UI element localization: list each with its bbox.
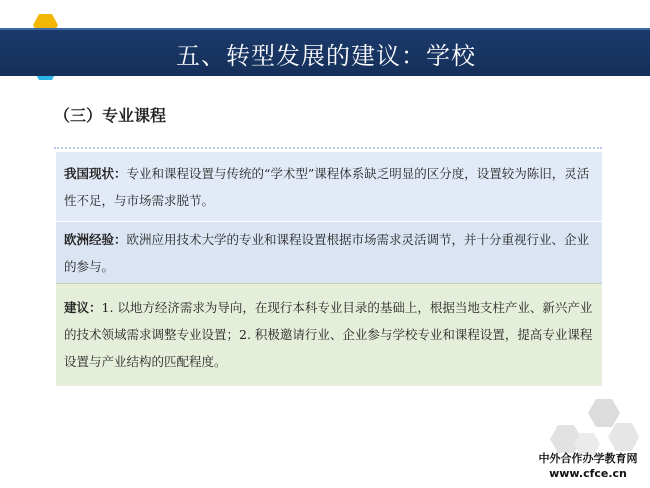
suggestion-label: 建议：	[64, 300, 102, 315]
suggestion-text: 1. 以地方经济需求为导向，在现行本科专业目录的基础上，根据当地支柱产业、新兴产业的技术领域需求调整专业设置；2. 积极邀请行业、企业参与学校专业和课程设置，提高专业课程设置与产业结构的匹配程度。	[64, 300, 593, 369]
watermark-site-name: 中外合作办学教育网	[538, 452, 638, 465]
current-situation-box	[56, 152, 602, 221]
europe-experience-text: 欧洲应用技术大学的专业和课程设置根据市场需求灵活调节，并十分重视行业、企业的参与。	[64, 232, 590, 274]
current-situation-label: 我国现状：	[64, 166, 127, 181]
divider	[54, 147, 602, 149]
section-heading: （三）专业课程	[54, 106, 167, 125]
slide-title: 五、转型发展的建议：学校	[176, 42, 476, 70]
watermark-brand	[533, 451, 643, 481]
suggestion-box	[56, 284, 602, 386]
europe-experience-label: 欧洲经验：	[64, 232, 127, 247]
watermark-site-url: www.cfce.cn	[549, 467, 627, 480]
hexagon-decoration-icon	[540, 395, 640, 455]
current-situation-text: 专业和课程设置与传统的“学术型”课程体系缺乏明显的区分度，设置较为陈旧，灵活性不足，与市场需求脱节。	[64, 166, 590, 208]
europe-experience-box	[56, 222, 602, 283]
